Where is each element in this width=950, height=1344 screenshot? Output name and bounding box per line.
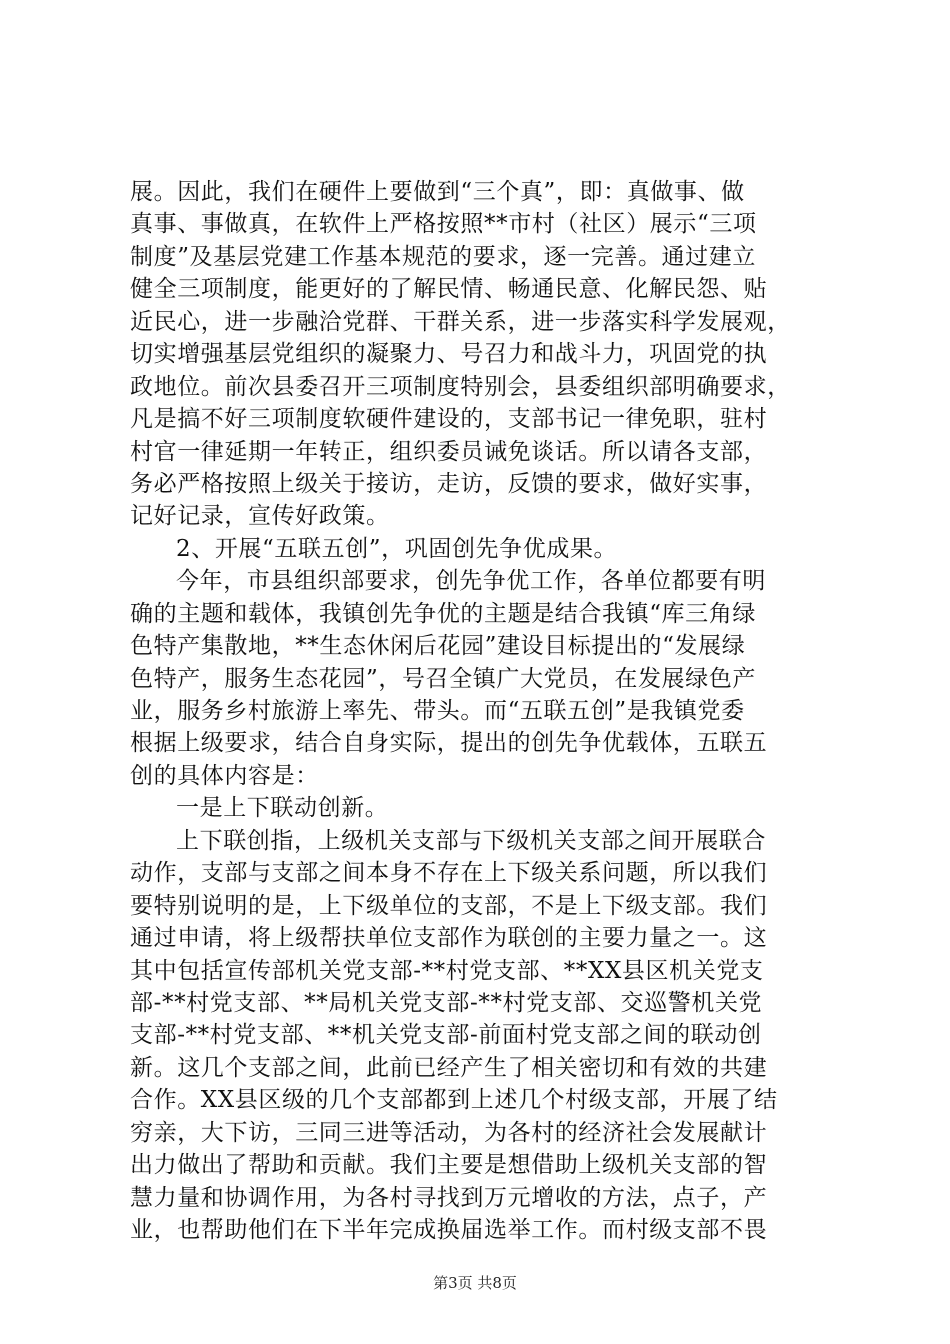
- text-line: 支部-**村党支部、**机关党支部-前面村党支部之间的联动创: [130, 1022, 762, 1049]
- text-line: 近民心，进一步融洽党群、干群关系，进一步落实科学发展观，: [130, 308, 791, 335]
- text-line: 上下联创指，上级机关支部与下级机关支部之间开展联合: [176, 827, 766, 854]
- text-line: 业，服务乡村旅游上率先、带头。而“五联五创”是我镇党委: [130, 698, 745, 724]
- text-line: 色特产，服务生态花园”，号召全镇广大党员，在发展绿色产: [130, 665, 756, 692]
- text-line: 合作。XX县区级的几个支部都到上述几个村级支部，开展了结: [130, 1087, 778, 1114]
- text-line: 凡是搞不好三项制度软硬件建设的，支部书记一律免职，驻村: [130, 406, 768, 433]
- text-line: 制度”及基层党建工作基本规范的要求，逐一完善。通过建立: [130, 243, 756, 270]
- text-line: 村官一律延期一年转正，组织委员诫免谈话。所以请各支部，: [130, 438, 768, 465]
- text-line: 其中包括宣传部机关党支部-**村党支部、**XX县区机关党支: [130, 957, 764, 984]
- text-line: 动作，支部与支部之间本身不存在上下级关系问题，所以我们: [130, 860, 768, 887]
- text-line: 务必严格按照上级关于接访，走访，反馈的要求，做好实事，: [130, 470, 768, 497]
- text-line: 色特产集散地，**生态休闲后花园”建设目标提出的“发展绿: [130, 633, 746, 660]
- text-line: 记好记录，宣传好政策。: [130, 503, 390, 530]
- text-line: 真事、事做真，在软件上严格按照**市村（社区）展示“三项: [130, 211, 757, 238]
- page-footer: 第3页 共8页: [433, 1274, 517, 1292]
- text-line: 2、开展“五联五创”，巩固创先争优成果。: [176, 535, 618, 562]
- text-line: 穷亲，大下访，三同三进等活动，为各村的经济社会发展献计: [130, 1119, 768, 1146]
- text-line: 慧力量和协调作用，为各村寻找到万元增收的方法，点子，产: [130, 1184, 768, 1211]
- text-line: 健全三项制度，能更好的了解民情、畅通民意、化解民怨、贴: [130, 276, 768, 303]
- text-line: 部-**村党支部、**局机关党支部-**村党支部、交巡警机关党: [130, 989, 763, 1016]
- text-line: 一是上下联动创新。: [176, 795, 389, 822]
- text-line: 切实增强基层党组织的凝聚力、号召力和战斗力，巩固党的执: [130, 341, 768, 368]
- text-line: 政地位。前次县委召开三项制度特别会，县委组织部明确要求，: [130, 373, 791, 400]
- text-line: 根据上级要求，结合自身实际，提出的创先争优载体，五联五: [130, 730, 768, 757]
- document-body: [130, 176, 830, 1246]
- text-line: 业，也帮助他们在下半年完成换届选举工作。而村级支部不畏: [130, 1217, 768, 1243]
- text-line: 确的主题和载体，我镇创先争优的主题是结合我镇“库三角绿: [130, 600, 756, 627]
- text-line: 新。这几个支部之间，此前已经产生了相关密切和有效的共建: [130, 1054, 768, 1081]
- text-line: 展。因此，我们在硬件上要做到“三个真”，即：真做事、做: [130, 179, 745, 205]
- text-line: 要特别说明的是，上下级单位的支部，不是上下级支部。我们: [130, 892, 768, 919]
- text-line: 出力做出了帮助和贡献。我们主要是想借助上级机关支部的智: [130, 1152, 768, 1179]
- text-line: 创的具体内容是：: [130, 762, 319, 789]
- text-line: 今年，市县组织部要求，创先争优工作，各单位都要有明: [176, 568, 766, 595]
- text-line: 通过申请，将上级帮扶单位支部作为联创的主要力量之一。这: [130, 925, 768, 952]
